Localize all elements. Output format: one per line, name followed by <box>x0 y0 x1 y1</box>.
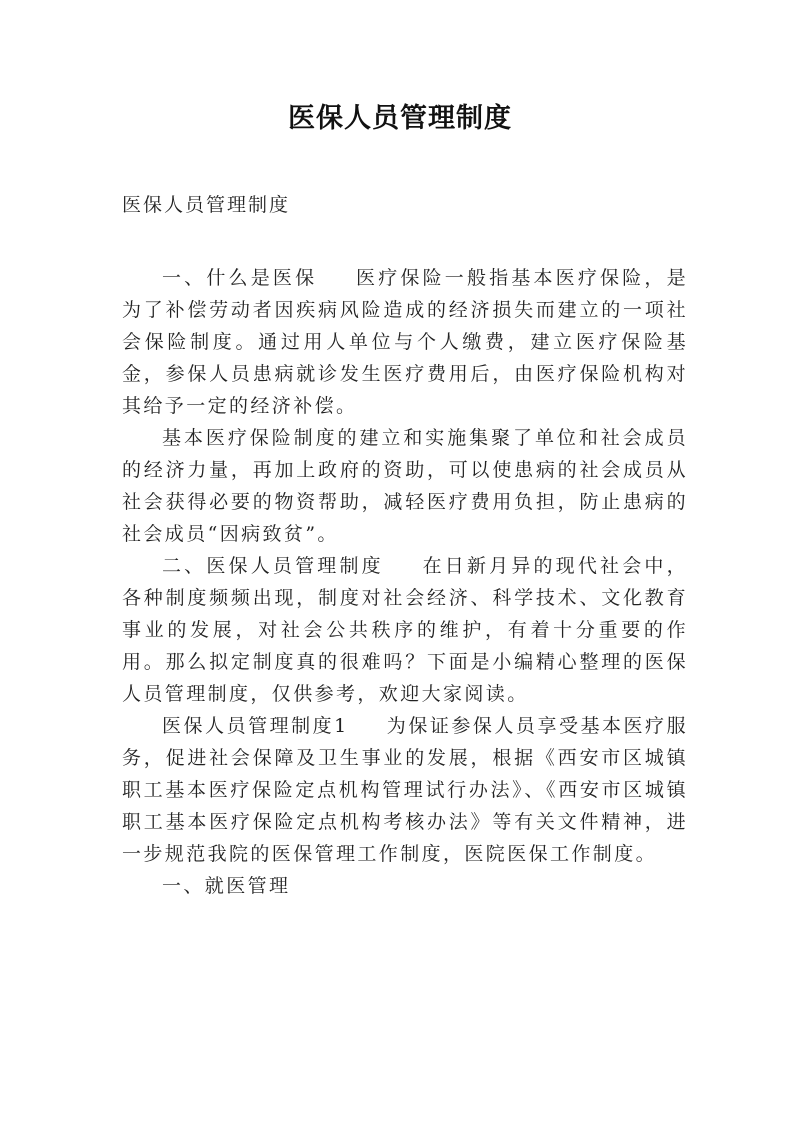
paragraph-heading: 医保人员管理制度1 <box>162 715 349 737</box>
paragraph-text: 在日新月异的现代社会中，各种制度频频出现，制度对社会经济、科学技术、文化教育事业的发展，对社会公共秩序的维护，有着十分重要的作用。那么拟定制度真的很难吗？下面是小编精心整理的医保人员管理制度，仅供参考，欢迎大家阅读。 <box>122 555 688 705</box>
paragraph-text: 基本医疗保险制度的建立和实施集聚了单位和社会成员的经济力量，再加上政府的资助，可以使患病的社会成员从社会获得必要的物资帮助，减轻医疗费用负担，防止患病的社会成员“因病致贫”。 <box>122 427 688 545</box>
document-subtitle: 医保人员管理制度 <box>122 194 291 216</box>
paragraph-system-1 <box>122 710 688 870</box>
paragraph-text: 一、就医管理 <box>162 875 291 897</box>
paragraph-heading: 二、医保人员管理制度 <box>162 555 384 577</box>
paragraph-heading: 一、什么是医保 <box>162 267 318 289</box>
paragraph-what-is-medical-insurance <box>122 262 688 422</box>
paragraph-section-heading <box>122 870 688 902</box>
paragraph-basic-insurance <box>122 422 688 550</box>
paragraph-management-system <box>122 550 688 710</box>
document-title: 医保人员管理制度 <box>288 103 512 134</box>
document-body <box>122 262 688 902</box>
paragraph-text: 医疗保险一般指基本医疗保险，是为了补偿劳动者因疾病风险造成的经济损失而建立的一项社会保险制度。通过用人单位与个人缴费，建立医疗保险基金，参保人员患病就诊发生医疗费用后，由医疗保险机构对其给予一定的经济补偿。 <box>122 267 688 417</box>
paragraph-text: 为保证参保人员享受基本医疗服务，促进社会保障及卫生事业的发展，根据《西安市区城镇职工基本医疗保险定点机构管理试行办法》、《西安市区城镇职工基本医疗保险定点机构考核办法》等有关文件精神，进一步规范我院的医保管理工作制度，医院医保工作制度。 <box>122 715 688 865</box>
